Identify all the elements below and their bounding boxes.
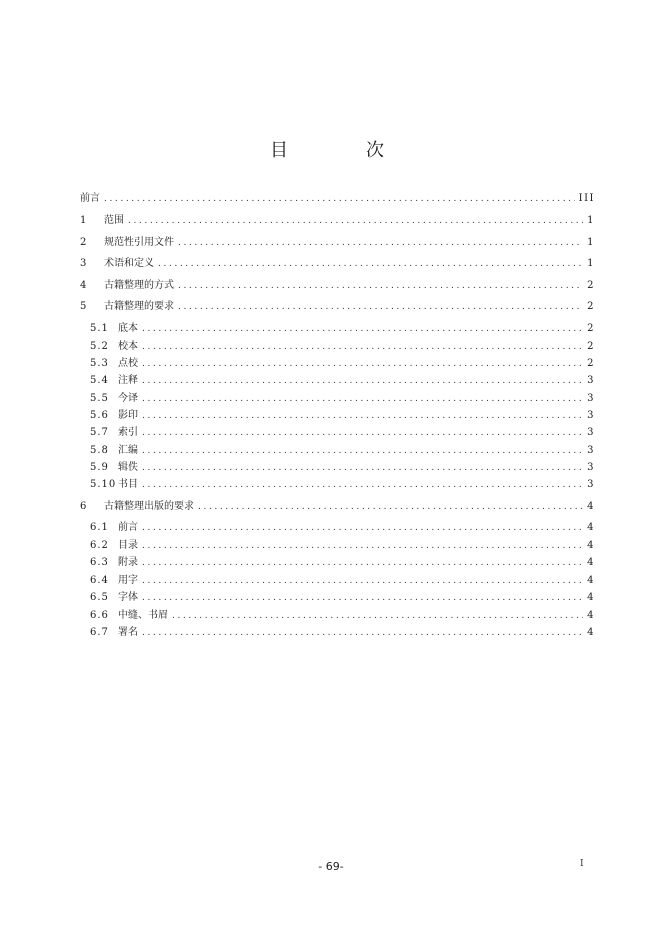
- toc-entry-number: 5: [80, 301, 88, 312]
- toc-entry-title: 附录: [118, 557, 138, 568]
- toc-entry-page: 2: [587, 280, 595, 291]
- toc-entry-number: 5.6: [90, 410, 109, 421]
- toc-entry-page: 3: [587, 393, 595, 404]
- toc-entry-title: 注释: [118, 375, 138, 386]
- toc-leader-dots: [142, 539, 583, 553]
- toc-entry-title: 古籍整理的方式: [104, 280, 174, 291]
- toc-leader-dots: [142, 357, 583, 371]
- toc-entry-page: 4: [587, 627, 595, 638]
- toc-entry-page: 4: [587, 522, 595, 533]
- toc-entry[interactable]: [80, 300, 595, 314]
- toc-leader-dots: [142, 444, 583, 458]
- toc-entry[interactable]: [90, 521, 595, 535]
- toc-entry[interactable]: [80, 214, 595, 228]
- toc-entry-title: 索引: [118, 427, 138, 438]
- roman-page-number: I: [580, 859, 584, 869]
- toc-entry-page: 2: [587, 358, 595, 369]
- toc-entry-title: 底本: [118, 323, 138, 334]
- toc-leader-dots: [142, 556, 583, 570]
- toc-entry-page: 4: [587, 557, 595, 568]
- toc-entry[interactable]: [90, 392, 595, 406]
- toc-entry[interactable]: [90, 609, 595, 623]
- toc-entry-title: 目录: [118, 540, 138, 551]
- toc-entry-page: 3: [587, 462, 595, 473]
- toc-entry[interactable]: [80, 236, 595, 250]
- toc-entry-number: 6: [80, 501, 88, 512]
- toc-leader-dots: [142, 461, 583, 475]
- toc-entry[interactable]: [80, 257, 595, 271]
- toc-entry[interactable]: [80, 192, 595, 206]
- toc-leader-dots: [178, 236, 583, 250]
- toc-entry-title: 术语和定义: [104, 258, 154, 269]
- toc-entry-number: 4: [80, 280, 88, 291]
- toc-entry-page: 4: [587, 540, 595, 551]
- toc-entry[interactable]: [90, 478, 595, 492]
- toc-entry[interactable]: [90, 426, 595, 440]
- toc-entry-title: 署名: [118, 627, 138, 638]
- toc-entry[interactable]: [90, 556, 595, 570]
- toc-leader-dots: [142, 322, 583, 336]
- toc-leader-dots: [104, 192, 575, 206]
- toc-leader-dots: [178, 300, 583, 314]
- toc-entry[interactable]: [80, 500, 595, 514]
- toc-leader-dots: [198, 500, 583, 514]
- toc-entry-title: 前言: [80, 193, 100, 204]
- toc-entry-page: III: [578, 193, 595, 204]
- toc-leader-dots: [142, 392, 583, 406]
- toc-entry-number: 6.3: [90, 557, 109, 568]
- toc-entry-page: 3: [587, 427, 595, 438]
- toc-entry-title: 规范性引用文件: [104, 237, 174, 248]
- toc-entry[interactable]: [90, 322, 595, 336]
- toc-entry-page: 3: [587, 375, 595, 386]
- toc-entry[interactable]: [90, 444, 595, 458]
- toc-entry-number: 2: [80, 237, 88, 248]
- toc-leader-dots: [178, 279, 583, 293]
- toc-entry-number: 5.3: [90, 358, 109, 369]
- toc-entry-number: 5.8: [90, 445, 109, 456]
- toc-entry-number: 5.7: [90, 427, 109, 438]
- toc-entry-title: 范围: [104, 215, 124, 226]
- toc-entry-title: 前言: [118, 522, 138, 533]
- toc-entry-title: 中缝、书眉: [118, 610, 168, 621]
- toc-entry-page: 3: [587, 445, 595, 456]
- toc-leader-dots: [142, 521, 583, 535]
- toc-leader-dots: [128, 214, 583, 228]
- toc-leader-dots: [142, 478, 583, 492]
- toc-leader-dots: [142, 626, 583, 640]
- toc-leader-dots: [158, 257, 583, 271]
- page-title: 目 次: [270, 140, 414, 161]
- toc-leader-dots: [142, 374, 583, 388]
- toc-entry-number: 6.1: [90, 522, 109, 533]
- toc-entry-number: 6.5: [90, 592, 109, 603]
- toc-entry-number: 5.1: [90, 323, 109, 334]
- toc-entry-title: 今译: [118, 393, 138, 404]
- toc-entry-number: 5.9: [90, 462, 109, 473]
- toc-entry-title: 书目: [118, 479, 138, 490]
- toc-entry-page: 4: [587, 575, 595, 586]
- toc-entry-title: 古籍整理的要求: [104, 301, 174, 312]
- toc-entry[interactable]: [90, 340, 595, 354]
- toc-entry-page: 2: [587, 301, 595, 312]
- toc-entry[interactable]: [90, 461, 595, 475]
- toc-entry[interactable]: [80, 279, 595, 293]
- toc-entry-number: 5.4: [90, 375, 109, 386]
- toc-entry-title: 影印: [118, 410, 138, 421]
- toc-entry-number: 6.4: [90, 575, 109, 586]
- toc-entry-title: 用字: [118, 575, 138, 586]
- toc-entry-title: 汇编: [118, 445, 138, 456]
- toc-leader-dots: [142, 426, 583, 440]
- toc-leader-dots: [142, 340, 583, 354]
- toc-entry-page: 3: [587, 410, 595, 421]
- journal-page-number: - 69-: [318, 860, 344, 873]
- toc-entry-page: 3: [587, 479, 595, 490]
- toc-entry-number: 3: [80, 258, 88, 269]
- toc-leader-dots: [172, 609, 583, 623]
- toc-entry-page: 4: [587, 592, 595, 603]
- toc-entry[interactable]: [90, 626, 595, 640]
- toc-entry-number: 1: [80, 215, 88, 226]
- toc-entry-page: 1: [587, 215, 595, 226]
- toc-entry[interactable]: [90, 357, 595, 371]
- toc-entry-page: 2: [587, 323, 595, 334]
- toc-entry-page: 2: [587, 341, 595, 352]
- toc-entry-number: 6.7: [90, 627, 109, 638]
- toc-entry-title: 点校: [118, 358, 138, 369]
- toc-entry-number: 6.2: [90, 540, 109, 551]
- toc-entry-title: 字体: [118, 592, 138, 603]
- toc-entry-title: 校本: [118, 341, 138, 352]
- toc-entry[interactable]: [90, 574, 595, 588]
- toc-entry-number: 5.5: [90, 393, 109, 404]
- toc-entry-number: 6.6: [90, 610, 109, 621]
- toc-entry-number: 5.10: [90, 479, 117, 490]
- toc-entry-page: 4: [587, 610, 595, 621]
- toc-entry-page: 1: [587, 237, 595, 248]
- toc-entry[interactable]: [90, 539, 595, 553]
- toc-leader-dots: [142, 591, 583, 605]
- toc-entry-number: 5.2: [90, 341, 109, 352]
- toc-entry-page: 4: [587, 501, 595, 512]
- toc-leader-dots: [142, 409, 583, 423]
- toc-entry[interactable]: [90, 374, 595, 388]
- toc-entry[interactable]: [90, 591, 595, 605]
- toc-leader-dots: [142, 574, 583, 588]
- toc-entry-page: 1: [587, 258, 595, 269]
- toc-entry-title: 辑佚: [118, 462, 138, 473]
- toc-entry[interactable]: [90, 409, 595, 423]
- toc-entry-title: 古籍整理出版的要求: [104, 501, 194, 512]
